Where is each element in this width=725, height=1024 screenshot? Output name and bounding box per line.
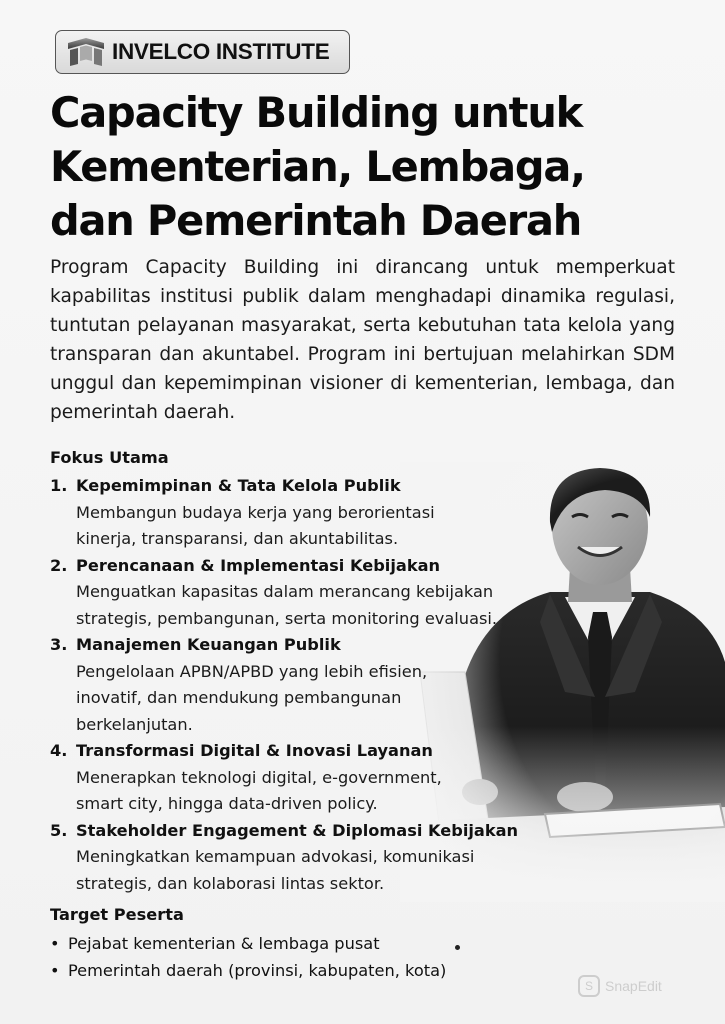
focus-heading: Manajemen Keuangan Publik [76,635,341,654]
focus-number: 3. [50,635,68,654]
focus-number: 1. [50,476,68,495]
logo-text: INVELCO INSTITUTE [112,39,330,64]
focus-item-1 [50,473,550,553]
watermark-text: SnapEdit [605,978,662,994]
invelco-logo-icon [66,37,106,67]
intro-paragraph: Program Capacity Building ini dirancang untuk memperkuat kapabilitas institusi publik dalam menghadapi dinamika regulasi, tuntutan pelayanan masyarakat, serta kebutuhan tata kelola yang transparan dan akuntabel. Program ini bertujuan melahirkan SDM unggul dan kepemimpinan visioner di kementerian, lembaga, dan pemerintah daerah. [50,257,675,423]
focus-description-line: Meningkatkan kemampuan advokasi, komunikasi [76,847,475,866]
target-item: • Pejabat kementerian & lembaga pusat [50,931,550,958]
focus-heading: Transformasi Digital & Inovasi Layanan [76,741,433,760]
focus-list [50,473,550,897]
focus-description-line: Menerapkan teknologi digital, e-government, [76,767,442,787]
decorative-dot [455,945,460,950]
focus-number: 4. [50,741,68,760]
focus-item-4 [50,738,550,818]
watermark [578,975,662,997]
focus-description-line: smart city, hingga data-driven policy. [76,794,378,813]
focus-description-line: berkelanjutan. [76,714,193,734]
focus-description-line: Menguatkan kapasitas dalam merancang kebijakan [76,582,494,601]
focus-heading: Kepemimpinan & Tata Kelola Publik [76,476,401,495]
focus-description-line: kinerja, transparansi, dan akuntabilitas. [76,529,399,548]
logo-badge [55,30,350,74]
focus-item-3 [50,632,550,738]
focus-description-line: inovatif, dan mendukung pembangunan [76,688,402,707]
title-line-3: dan Pemerintah Daerah [50,196,582,245]
focus-number: 5. [50,820,68,840]
snapedit-icon: S [578,975,600,997]
focus-heading: Perencanaan & Implementasi Kebijakan [76,555,441,575]
page-title [50,86,700,248]
focus-heading: Stakeholder Engagement & Diplomasi Kebijakan [76,820,519,840]
title-line-2: Kementerian, Lembaga, [50,142,585,191]
target-label: Target Peserta [50,905,184,924]
focus-item-5 [50,818,550,898]
focus-description-line: strategis, pembangunan, serta monitoring evaluasi. [76,608,498,628]
target-list [50,931,550,984]
focus-description-line: strategis, dan kolaborasi lintas sektor. [76,873,385,893]
title-line-1: Capacity Building untuk [50,88,583,137]
focus-item-2 [50,553,550,633]
focus-label: Fokus Utama [50,448,169,467]
focus-description-line: Membangun budaya kerja yang berorientasi [76,502,435,522]
focus-description-line: Pengelolaan APBN/APBD yang lebih efisien, [76,661,428,681]
focus-number: 2. [50,555,68,575]
target-item: • Pemerintah daerah (provinsi, kabupaten, kota) [50,958,550,985]
